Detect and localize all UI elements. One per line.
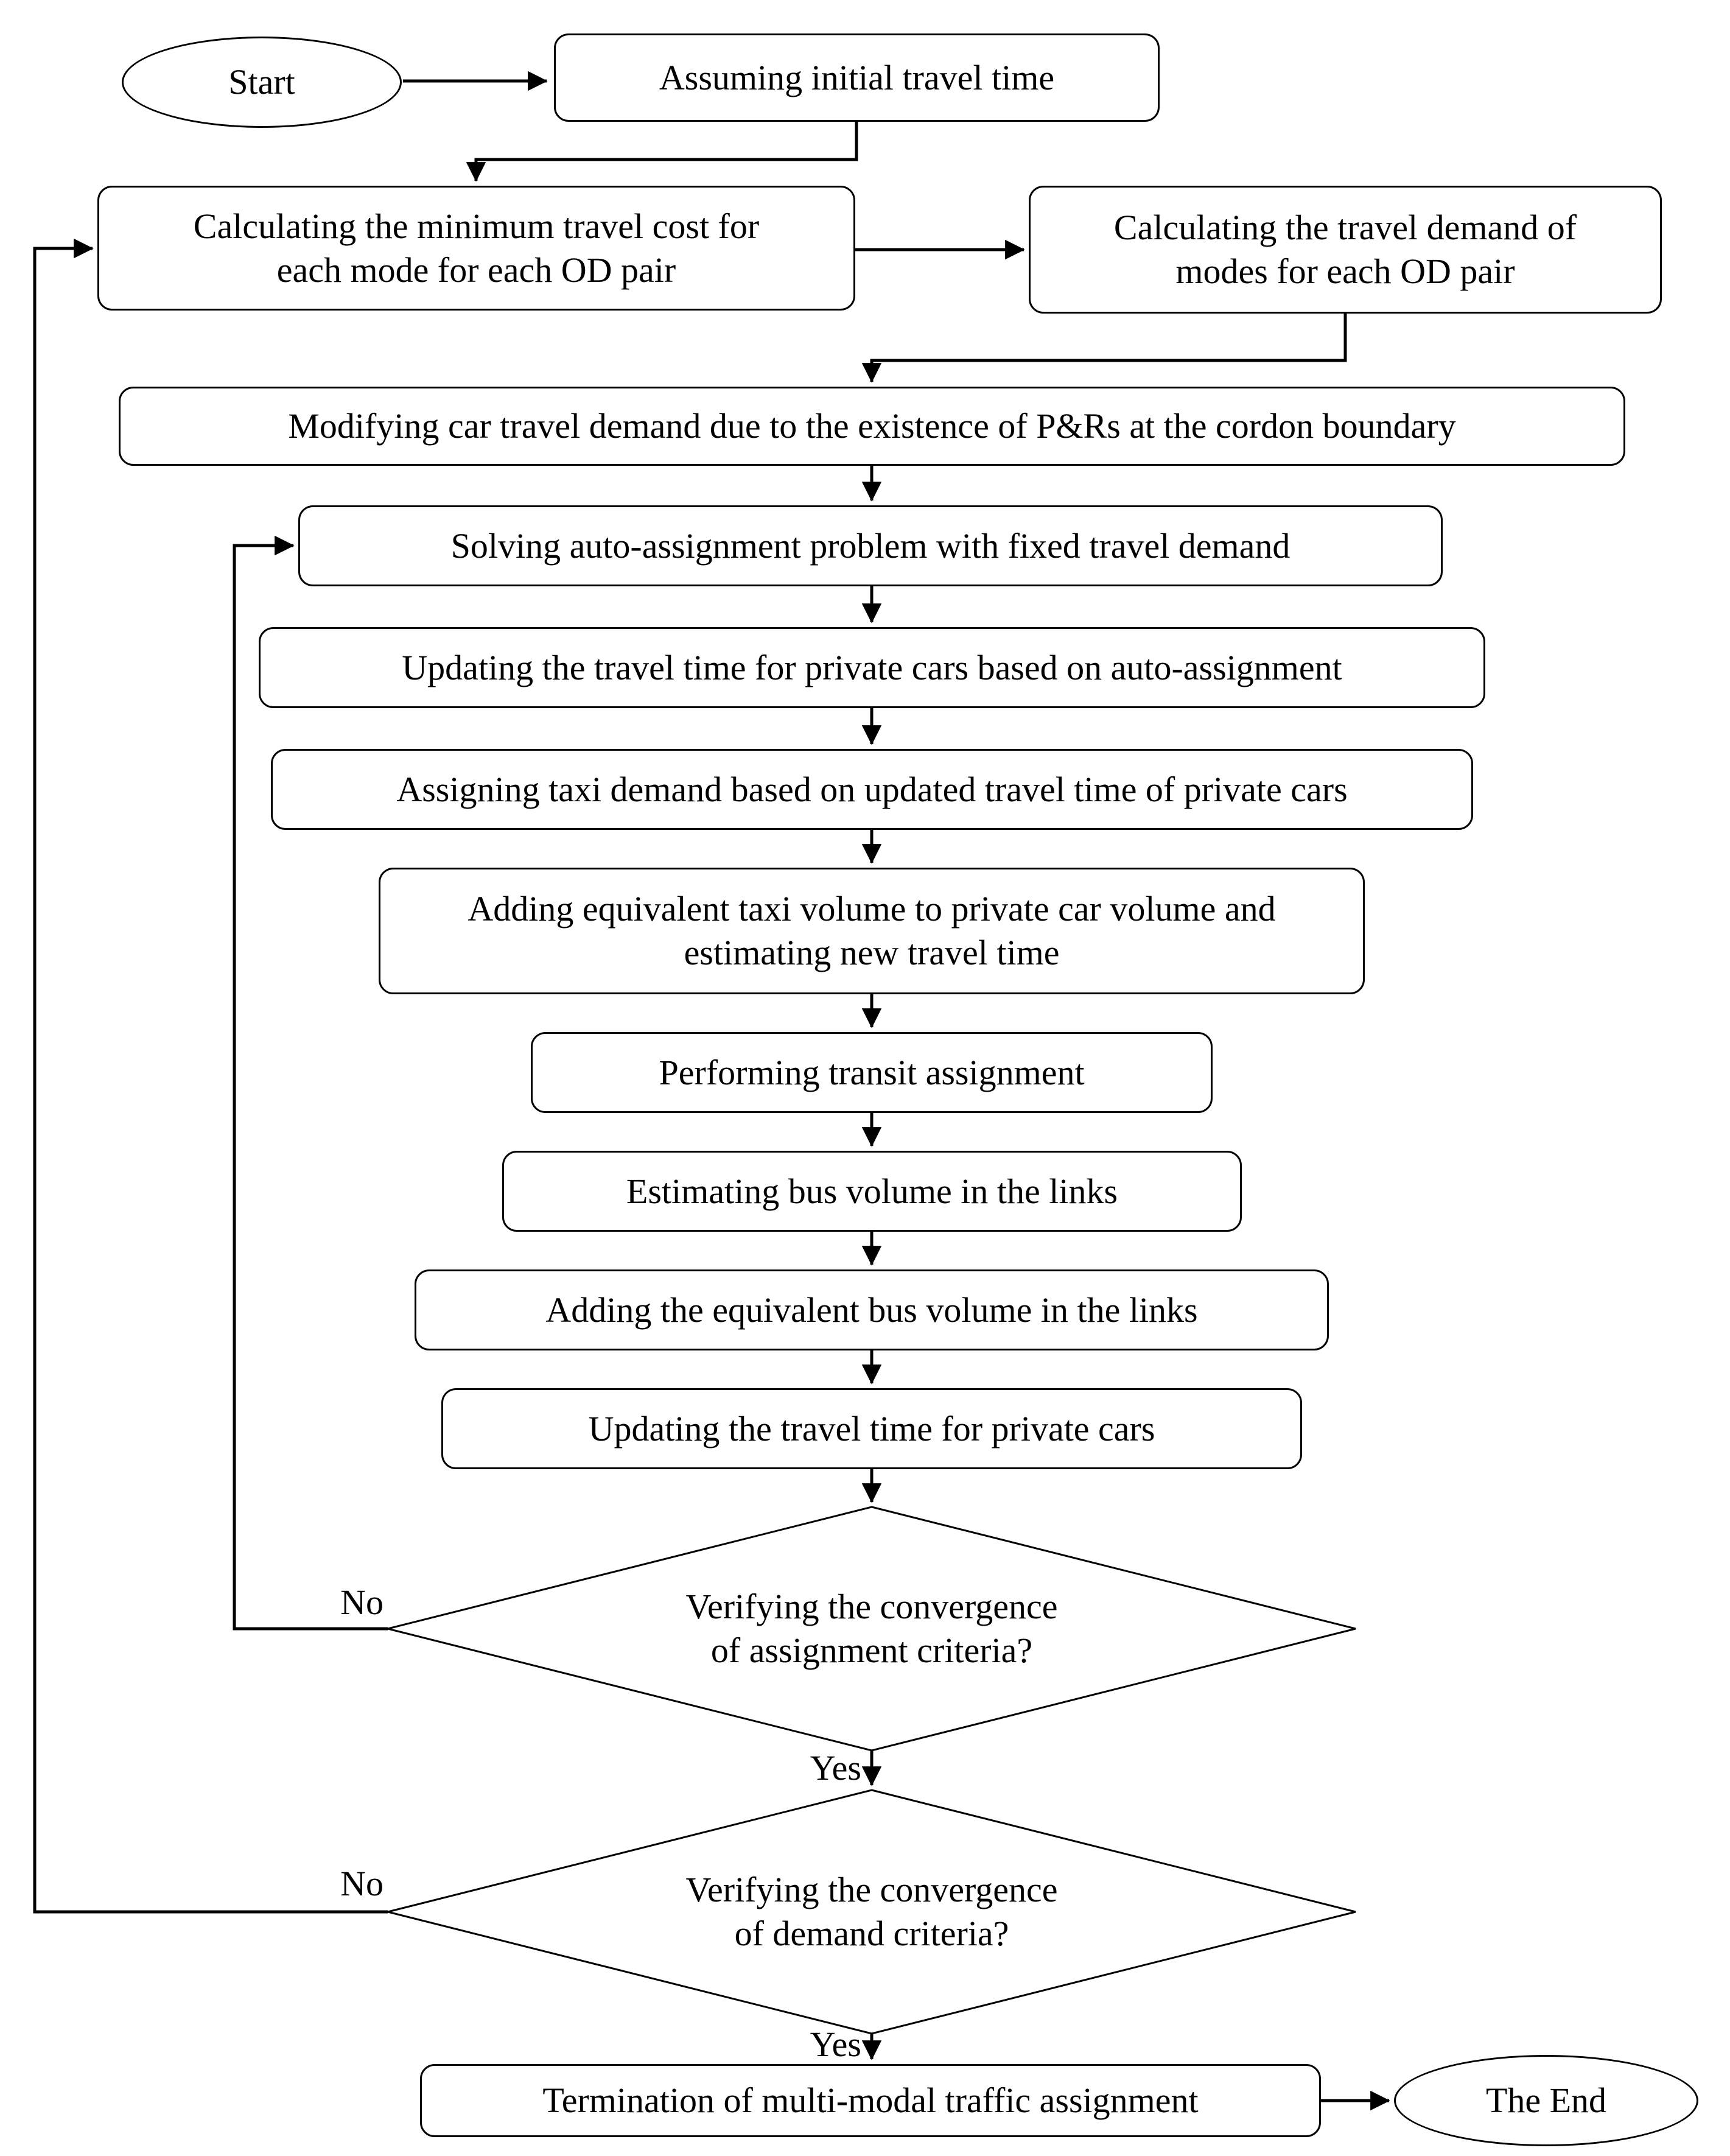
node-estimate-bus-volume	[502, 1151, 1242, 1232]
node-start-label: Start	[228, 62, 295, 102]
node-update-travel-time	[441, 1388, 1302, 1469]
node-termination	[420, 2064, 1321, 2137]
node-minimum-travel-cost	[97, 186, 855, 311]
node-check-assignment-convergence	[659, 1559, 1085, 1699]
node-travel-demand-label: Calculating the travel demand of modes for each OD pair	[1113, 208, 1577, 291]
node-assume-initial-label: Assuming initial travel time	[659, 57, 1055, 97]
node-solve-auto-label: Solving auto-assignment problem with fixed travel demand	[450, 525, 1290, 566]
node-update-time-auto-label: Updating the travel time for private cars based on auto-assignment	[402, 647, 1342, 687]
node-update-time-auto	[259, 627, 1485, 708]
node-assume-initial-travel-time	[554, 33, 1160, 122]
node-estimate-bus-label: Estimating bus volume in the links	[626, 1171, 1118, 1211]
edge-label-demand-yes: Yes	[810, 2024, 861, 2064]
node-end	[1394, 2055, 1698, 2146]
edge-label-assignment-yes: Yes	[810, 1748, 861, 1788]
edge-label-assignment-no: No	[340, 1582, 383, 1622]
node-transit-assignment	[531, 1032, 1213, 1113]
node-check-demand-convergence	[659, 1842, 1085, 1982]
edge-assume-to-min-cost	[476, 122, 856, 181]
node-min-cost-label: Calculating the minimum travel cost for each mode for each OD pair	[193, 206, 760, 290]
node-assign-taxi-label: Assigning taxi demand based on updated travel time of private cars	[396, 769, 1348, 809]
node-add-taxi-volume	[379, 868, 1365, 994]
node-end-label: The End	[1485, 2081, 1607, 2121]
edge-demand-to-modify	[872, 314, 1345, 382]
node-add-bus-volume	[415, 1269, 1329, 1350]
node-start	[122, 37, 402, 128]
node-check-assignment-label: Verifying the convergence of assignment criteria?	[685, 1587, 1058, 1670]
node-modify-car-demand	[119, 387, 1625, 466]
edge-label-demand-no: No	[340, 1864, 383, 1903]
node-update-time-label: Updating the travel time for private cars	[588, 1408, 1155, 1448]
edge-check-demand-no-loop	[35, 248, 388, 1912]
node-travel-demand	[1029, 186, 1662, 314]
node-transit-assignment-label: Performing transit assignment	[659, 1052, 1085, 1092]
node-termination-label: Termination of multi-modal traffic assignment	[542, 2081, 1199, 2121]
node-add-bus-volume-label: Adding the equivalent bus volume in the links	[545, 1290, 1198, 1330]
node-assign-taxi-demand	[271, 749, 1473, 830]
node-add-taxi-volume-label: Adding equivalent taxi volume to private car volume and estimating new travel time	[468, 889, 1276, 972]
node-check-demand-label: Verifying the convergence of demand criteria?	[685, 1870, 1058, 1953]
node-solve-auto-assignment	[298, 505, 1443, 586]
node-modify-demand-label: Modifying car travel demand due to the existence of P&Rs at the cordon boundary	[288, 406, 1456, 446]
